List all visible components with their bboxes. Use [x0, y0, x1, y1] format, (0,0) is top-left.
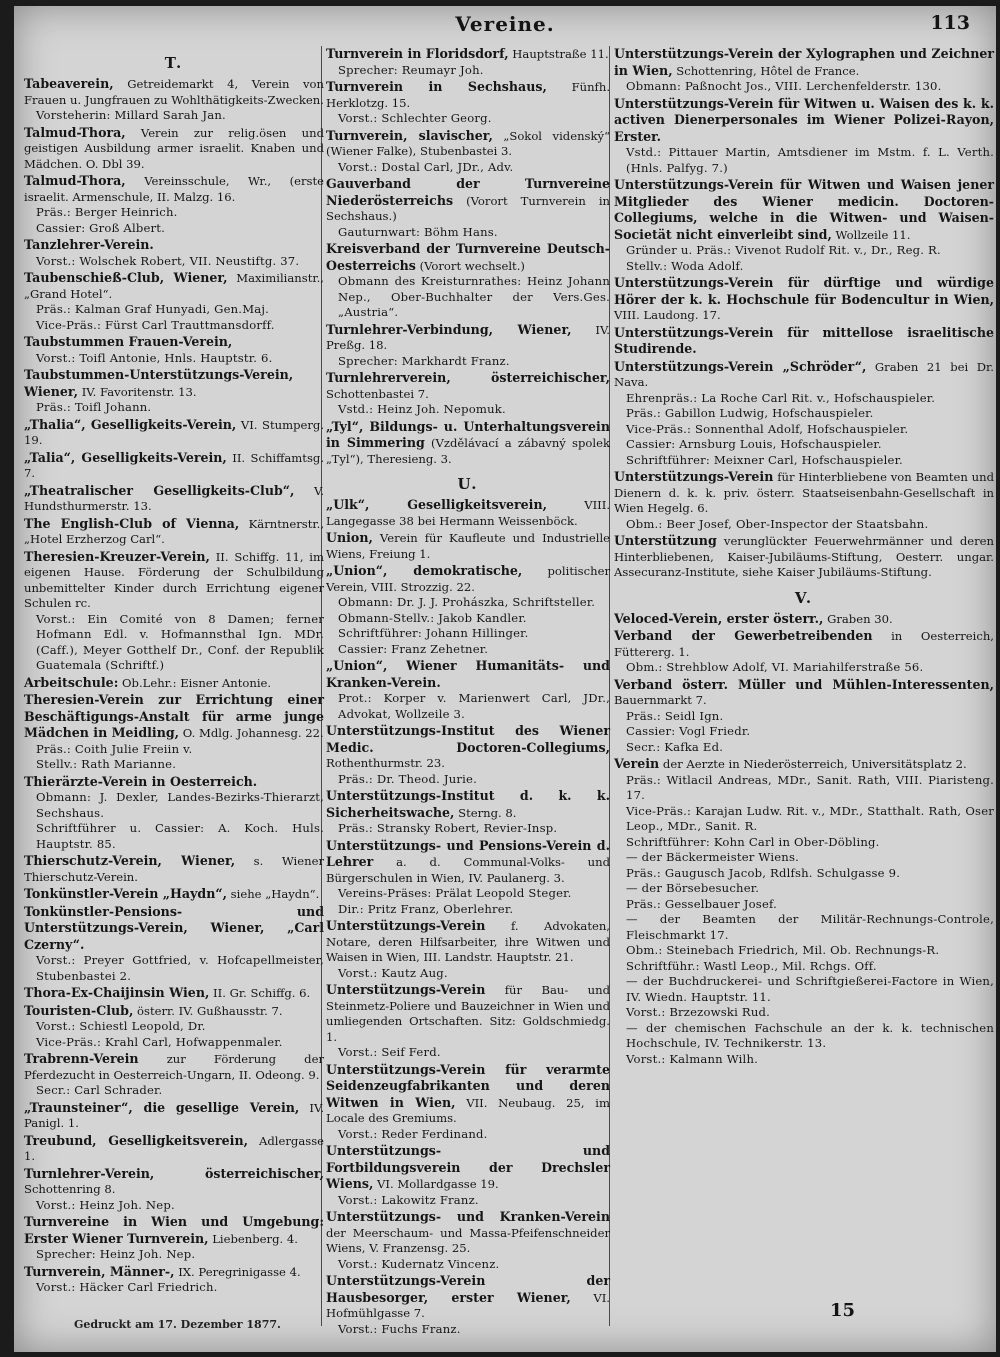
directory-entry — [326, 838, 610, 918]
entry-description: f. Advokaten, Notare, deren Hilfsarbeiter, ihre Witwen und Waisen in Wien, III. Landstr. Hauptstr. 21. — [326, 919, 610, 964]
entry-name: „Thalia“, Geselligkeits-Verein, — [24, 416, 237, 432]
entry-description: Verein für Kaufleute und Industrielle Wiens, Freiung 1. — [326, 531, 611, 561]
entry-officer: Vorst.: Preyer Gottfried, v. Hofcapellmeister, Stubenbastei 2. — [36, 953, 324, 983]
directory-entry — [326, 723, 610, 787]
entry-name: The English-Club of Vienna, — [24, 515, 240, 531]
entry-description: a. d. Communal-Volks- und Bürgerschulen in Wien, IV. Paulanerg. 3. — [326, 855, 610, 885]
section-letter: U. — [457, 475, 479, 493]
entry-description: Kärntnerstr., „Hotel Erzherzog Carl“. — [24, 516, 324, 546]
directory-entry — [24, 1166, 324, 1214]
entry-officer: Vorst.: Kudernatz Vincenz. — [338, 1256, 500, 1271]
entry-name: Unterstützungs- und Fortbildungsverein der Drechsler Wiens, — [326, 1143, 610, 1191]
entry-name: Turnvereine in Wien und Umgebung: Erster Wiener Turnverein, — [24, 1214, 324, 1246]
entry-description: O. Mdlg. Johannesg. 22. — [182, 726, 324, 740]
directory-entry — [24, 516, 324, 548]
entry-name: „Ulk“, Geselligkeitsverein, — [326, 497, 548, 512]
directory-entry — [24, 334, 324, 366]
directory-entry — [614, 46, 994, 95]
entry-name: „Theatralischer Geselligkeits-Club“, — [24, 482, 295, 498]
directory-entry — [614, 677, 994, 756]
entry-list — [24, 76, 324, 1296]
entry-description: Adlergasse 1. — [24, 1133, 324, 1163]
entry-officer: Ehrenpräs.: La Roche Carl Rit. v., Hofschauspieler. — [626, 390, 936, 405]
entry-officer: Vorst.: Brzezowski Rud. — [626, 1005, 771, 1019]
directory-entry — [326, 176, 610, 240]
entry-officer: — der Bäckermeister Wiens. — [626, 850, 799, 864]
entry-name: Unterstützungs- und Pensions-Verein d. Lehrer — [326, 837, 610, 869]
directory-entry — [24, 237, 324, 269]
entry-officer: Sprecher: Markhardt Franz. — [338, 353, 510, 368]
entry-officer: Schriftführ.: Wastl Leop., Mil. Rchgs. Off. — [626, 958, 877, 973]
entry-description: zur Förderung der Pferdezucht in Oesterreich-Ungarn, II. Odeong. 9. — [24, 1052, 324, 1082]
entry-name: Union, — [326, 530, 373, 545]
directory-entry — [326, 788, 610, 837]
entry-description: politischer Verein, VIII. Strozzig. 22. — [326, 564, 610, 594]
entry-name: Turnlehrerverein, österreichischer, — [326, 370, 610, 385]
directory-entry — [326, 241, 610, 321]
directory-entry — [24, 774, 324, 853]
entry-name: Verband österr. Müller und Mühlen-Interessenten, — [614, 676, 994, 692]
directory-entry — [614, 177, 994, 274]
entry-description: Wollzeile 11. — [835, 227, 911, 242]
entry-description: V. Hundsthurmerstr. 13. — [24, 483, 324, 513]
entry-description: s. Wiener Thierschutz-Verein. — [24, 854, 324, 884]
entry-name: Talmud-Thora, — [24, 173, 126, 188]
entry-officer: Vstd.: Pittauer Martin, Amtsdiener im Mstm. f. L. Verth. (Hnls. Palfyg. 7.) — [626, 145, 994, 175]
entry-name: Unterstützungs-Verein für Witwen und Waisen jener Mitglieder des Wiener medicin. Doctoren-Collegiums, welche in die Witwen- und Waisen-Societät nicht einverleibt sind, — [614, 177, 994, 242]
entry-officer: — der Buchdruckerei- und Schriftgießerei-Factore in Wien, IV. Wiedn. Hauptstr. 11. — [626, 974, 994, 1004]
page-title: Vereine. — [455, 12, 555, 36]
entry-description: „Sokol videnský“ (Wiener Falke), Stubenbastei 3. — [326, 128, 610, 158]
entry-description: VI. Hofmühlgasse 7. — [326, 1290, 610, 1320]
entry-description: Hauptstraße 11. — [512, 47, 609, 61]
entry-description: der Aerzte in Niederösterreich, Universitätsplatz 2. — [662, 757, 967, 771]
entry-description: Graben 21 bei Dr. Nava. — [614, 359, 994, 389]
entry-description: Ob.Lehr.: Eisner Antonie. — [122, 675, 272, 690]
entry-officer: Vice-Präs.: Krahl Carl, Hofwappenmaler. — [36, 1034, 283, 1049]
entry-name: Verband der Gewerbetreibenden — [614, 628, 873, 643]
entry-description: Fünfh. Herklotzg. 15. — [326, 80, 610, 110]
directory-entry — [326, 1273, 610, 1337]
entry-officer: — der Börsebesucher. — [626, 881, 760, 895]
directory-entry — [614, 756, 994, 1067]
entry-officer: Vereins-Präses: Prälat Leopold Steger. — [338, 886, 572, 900]
entry-name: Theresien-Kreuzer-Verein, — [24, 548, 210, 564]
entry-officer: Vorst.: Kautz Aug. — [338, 965, 448, 980]
entry-officer: Schriftführer: Meixner Carl, Hofschauspieler. — [626, 452, 903, 467]
entry-description: VII. Neubaug. 25, im Locale des Gremiums. — [326, 1095, 610, 1125]
entry-name: Taubstummen-Unterstützungs-Verein, Wiener, — [24, 367, 294, 399]
directory-entry — [24, 904, 324, 985]
entry-name: Unterstützungs-Verein für mittellose israelitische Studirende. — [614, 324, 994, 356]
entry-name: Arbeitschule: — [24, 674, 119, 690]
directory-entry — [326, 563, 610, 657]
directory-entry — [326, 370, 610, 418]
entry-description: (Vorort wechselt.) — [419, 258, 525, 273]
directory-entry — [614, 96, 994, 177]
entry-description: IV. Panigl. 1. — [24, 1100, 325, 1130]
entry-officer: Vice-Präs.: Sonnenthal Adolf, Hofschauspieler. — [626, 421, 909, 436]
directory-entry — [326, 1209, 610, 1272]
entry-name: Turnverein, Männer-, — [24, 1263, 175, 1279]
entry-description: IV. Preßg. 18. — [326, 322, 610, 352]
entry-description: Schottenring, Hôtel de France. — [676, 63, 860, 78]
directory-entry — [24, 886, 324, 903]
directory-entry — [614, 611, 994, 628]
entry-officer: Sprecher: Reumayr Joh. — [338, 62, 484, 77]
entry-name: Thierschutz-Verein, Wiener, — [24, 853, 236, 868]
entry-officer: Vorst.: Schlechter Georg. — [338, 111, 492, 125]
directory-entry — [614, 469, 994, 532]
entry-officer: Cassier: Arnsburg Louis, Hofschauspieler. — [626, 437, 882, 451]
entry-description: Schottenring 8. — [24, 1182, 116, 1196]
entry-list — [326, 497, 610, 1337]
entry-description: VIII. Langegasse 38 bei Hermann Weissenböck. — [326, 498, 611, 528]
entry-officer: Präs.: Gabillon Ludwig, Hofschauspieler. — [626, 406, 874, 420]
entry-officer: Obmann-Stellv.: Jakob Kandler. — [338, 610, 527, 625]
entry-officer: Cassier: Groß Albert. — [36, 220, 166, 235]
directory-entry — [24, 483, 324, 515]
entry-officer: Präs.: Dr. Theod. Jurie. — [338, 771, 477, 786]
entry-description: österr. IV. Gußhausstr. 7. — [137, 1003, 283, 1018]
directory-entry — [326, 419, 610, 468]
entry-officer: Vorst.: Seif Ferd. — [338, 1045, 441, 1059]
entry-officer: Vorst.: Schiestl Leopold, Dr. — [36, 1019, 206, 1033]
entry-officer: Präs.: Kalman Graf Hunyadi, Gen.Maj. — [36, 302, 270, 316]
directory-entry — [614, 628, 994, 676]
entry-officer: Sprecher: Heinz Joh. Nep. — [36, 1247, 196, 1261]
entry-name: Turnlehrer-Verein, österreichischer, — [24, 1165, 324, 1181]
entry-officer: Vorst.: Ein Comité von 8 Damen; ferner Hofmann Edl. v. Hofmannsthal Ign. MDr. (Caff.), Meyer Gotthelf Dr., Conf. der Republik Guatemala (Schriftf.) — [36, 611, 324, 672]
entry-name: Turnlehrer-Verbindung, Wiener, — [326, 321, 572, 337]
entry-name: Turnverein in Floridsdorf, — [326, 46, 509, 61]
entry-officer: Präs.: Seidl Ign. — [626, 708, 724, 723]
entry-description: Getreidemarkt 4, Verein von Frauen u. Jungfrauen zu Wohlthätigkeits-Zwecken. — [24, 77, 325, 107]
directory-entry — [24, 1264, 324, 1296]
entry-description: (Vorort Turnverein in Sechshaus.) — [326, 193, 611, 223]
entry-officer: Vice-Präs.: Fürst Carl Trauttmansdorff. — [36, 317, 275, 332]
entry-description: Sterng. 8. — [458, 805, 517, 820]
page-header — [14, 6, 996, 40]
entry-officer: Präs.: Gesselbauer Josef. — [626, 896, 777, 911]
directory-entry — [24, 125, 324, 173]
entry-officer: Stellv.: Woda Adolf. — [626, 258, 744, 273]
directory-entry — [24, 1133, 324, 1165]
directory-entry — [24, 985, 324, 1002]
entry-name: Gauverband der Turnvereine Niederösterreichs — [326, 176, 610, 208]
directory-entry — [614, 533, 994, 581]
entry-name: Unterstützungs-Verein für verarmte Seidenzeugfabrikanten und deren Witwen in Wien, — [326, 1061, 610, 1110]
entry-name: „Union“, Wiener Humanitäts- und Kranken-Verein. — [326, 658, 610, 690]
entry-name: Touristen-Club, — [24, 1002, 134, 1018]
directory-entry — [326, 530, 610, 562]
directory-entry — [326, 918, 610, 981]
entry-name: Unterstützungs-Verein der Hausbesorger, erster Wiener, — [326, 1273, 610, 1305]
entry-officer: Gründer u. Präs.: Vivenot Rudolf Rit. v., Dr., Reg. R. — [626, 243, 941, 257]
section-letter: V. — [794, 588, 814, 607]
entry-description: Rothenthurmstr. 23. — [326, 756, 445, 770]
entry-list — [326, 46, 610, 467]
directory-entry — [326, 1143, 610, 1208]
entry-name: Turnverein in Sechshaus, — [326, 79, 547, 94]
directory-entry — [24, 1214, 324, 1263]
directory-entry — [326, 79, 610, 127]
entry-description: verunglückter Feuerwehrmänner und deren Hinterbliebenen, Kaiser-Jubiläums-Stiftung, Oesterr. ungar. Assecuranz-Institute, siehe Kaiser Jubiläums-Stiftung. — [614, 534, 994, 579]
entry-name: Trabrenn-Verein — [24, 1051, 139, 1066]
entry-name: Tonkünstler-Verein „Haydn“, — [24, 886, 227, 901]
entry-officer: Vorst.: Kalmann Wilh. — [626, 1051, 759, 1066]
entry-name: Tabeaverein, — [24, 76, 114, 91]
entry-description: Bauernmarkt 7. — [614, 693, 707, 707]
entry-officer: Obmann: J. Dexler, Landes-Bezirks-Thierarzt, Sechshaus. — [36, 790, 324, 820]
entry-name: Unterstützungs-Verein der Xylographen und Zeichner in Wien, — [614, 46, 994, 78]
column-left — [24, 46, 325, 1294]
entry-officer: — der Beamten der Militär-Rechnungs-Controle, Fleischmarkt 17. — [626, 912, 994, 942]
directory-entry — [614, 325, 994, 358]
entry-description: VIII. Laudong. 17. — [614, 308, 721, 322]
directory-entry — [24, 450, 324, 482]
entry-officer: Vstd.: Heinz Joh. Nepomuk. — [338, 402, 506, 416]
directory-entry — [326, 497, 610, 529]
directory-entry — [24, 692, 324, 773]
entry-officer: Cassier: Franz Zehetner. — [338, 641, 489, 656]
entry-description: siehe „Haydn“. — [230, 887, 320, 901]
directory-entry — [24, 675, 324, 692]
entry-description: in Oesterreich, Füttererg. 1. — [614, 629, 994, 659]
entry-officer: Vorst.: Reder Ferdinand. — [338, 1126, 488, 1141]
entry-name: Unterstützungs-Verein „Schröder“, — [614, 358, 867, 374]
entry-name: Unterstützungs-Verein für Witwen u. Waisen des k. k. activen Dienerpersonales im Wiener Polizei-Rayon, Erster. — [614, 95, 994, 144]
entry-officer: Präs.: Berger Heinrich. — [36, 205, 178, 219]
entry-officer: Vice-Präs.: Karajan Ludw. Rit. v., MDr., Statthalt. Rath, Oser Leop., MDr., Sanit. R. — [626, 803, 994, 833]
directory-entry — [614, 275, 994, 324]
entry-officer: Obm.: Steinebach Friedrich, Mil. Ob. Rechnungs-R. — [626, 943, 940, 957]
entry-officer: Vorst.: Lakowitz Franz. — [338, 1192, 479, 1207]
directory-entry — [614, 359, 994, 469]
page-number: 113 — [930, 12, 970, 34]
entry-name: Veloced-Verein, erster österr., — [614, 610, 824, 626]
directory-entry — [24, 76, 324, 124]
entry-officer: Schriftführer: Kohn Carl in Ober-Döbling. — [626, 834, 880, 849]
entry-description: Schottenbastei 7. — [326, 386, 429, 401]
entry-description: Verein zur relig.ösen und geistigen Ausbildung armer israelit. Knaben und Mädchen. O. Dbl 39. — [24, 125, 324, 171]
entry-name: Unterstützungs-Verein — [326, 918, 486, 933]
entry-description: Liebenberg. 4. — [212, 1231, 298, 1246]
entry-list — [614, 611, 994, 1068]
entry-description: Maximilianstr., „Grand Hotel“. — [24, 271, 324, 301]
entry-name: Thierärzte-Verein in Oesterreich. — [24, 773, 258, 789]
entry-officer: Vorst.: Fuchs Franz. — [338, 1321, 461, 1336]
print-date: Gedruckt am 17. Dezember 1877. — [74, 1318, 281, 1331]
entry-officer: Secr.: Kafka Ed. — [626, 739, 724, 754]
entry-officer: Gauturnwart: Böhm Hans. — [338, 224, 498, 239]
entry-name: „Traunsteiner“, die gesellige Verein, — [24, 1099, 300, 1115]
entry-officer: Obmann des Kreisturnrathes: Heinz Johann Nep., Ober-Buchhalter der Vers.Ges. „Austria“. — [338, 274, 610, 319]
entry-name: Unterstützungs-Institut des Wiener Medic. Doctoren-Collegiums, — [326, 723, 610, 755]
entry-description: VI. Stumperg. 19. — [24, 417, 324, 447]
entry-officer: Secr.: Carl Schrader. — [36, 1083, 163, 1097]
entry-description: für Bau- und Steinmetz-Poliere und Bauzeichner in Wien und umliegenden Ortschaften. Sitz: Goldschmiedg. 1. — [326, 983, 611, 1044]
directory-entry — [326, 322, 610, 370]
directory-entry — [326, 1062, 610, 1143]
entry-officer: Obm.: Strehblow Adolf, VI. Mariahilferstraße 56. — [626, 660, 924, 674]
directory-entry — [24, 1100, 324, 1132]
entry-description: der Meerschaum- und Massa-Pfeifenschneider Wiens, V. Franzensg. 25. — [326, 1225, 610, 1255]
entry-officer: Präs.: Coith Julie Freiin v. — [36, 741, 193, 756]
entry-name: Tonkünstler-Pensions- und Unterstützungs-Verein, Wiener, „Carl Czerny“. — [24, 903, 324, 952]
entry-officer: Vorst.: Toifl Antonie, Hnls. Hauptstr. 6. — [36, 350, 273, 365]
entry-description: (Vzdělávací a zábavný spolek „Tyl“), Theresieng. 3. — [326, 436, 610, 466]
entry-name: Unterstützungs-Verein — [614, 469, 774, 484]
directory-entry — [24, 549, 324, 674]
entry-officer: Cassier: Vogl Friedr. — [626, 724, 751, 738]
entry-description: II. Schiffg. 11, im eigenen Hause. Förderung der Schulbildung unbemittelter Kinder durch Errichtung eigener Schulen rc. — [24, 549, 325, 610]
entry-list — [614, 46, 994, 581]
entry-name: Kreisverband der Turnvereine Deutsch-Oesterreichs — [326, 241, 610, 273]
document-page — [14, 6, 996, 1352]
entry-name: Taubstummen Frauen-Verein, — [24, 334, 233, 349]
entry-officer: Vorst.: Wolschek Robert, VII. Neustiftg. 37. — [36, 253, 300, 268]
entry-name: Thora-Ex-Chaijinsin Wien, — [24, 985, 210, 1000]
column-right — [614, 46, 994, 1286]
directory-entry — [24, 270, 324, 333]
entry-name: Unterstützung — [614, 533, 717, 548]
entry-officer: Präs.: Toifl Johann. — [36, 400, 152, 414]
entry-officer: Präs.: Witlacil Andreas, MDr., Sanit. Rath, VIII. Piaristeng. 17. — [626, 772, 994, 802]
signature-mark: 15 — [830, 1300, 856, 1321]
entry-officer: Schriftführer: Johann Hillinger. — [338, 626, 529, 640]
entry-officer: Präs.: Stransky Robert, Revier-Insp. — [338, 821, 558, 835]
entry-officer: Dir.: Pritz Franz, Oberlehrer. — [338, 901, 514, 916]
entry-description: Graben 30. — [827, 611, 893, 626]
entry-name: „Talia“, Geselligkeits-Verein, — [24, 449, 227, 465]
directory-entry — [24, 1003, 324, 1051]
entry-officer: Vorsteherin: Millard Sarah Jan. — [36, 108, 226, 122]
entry-officer: Prot.: Korper v. Marienwert Carl, JDr., Advokat, Wollzeile 3. — [338, 691, 610, 721]
entry-description: II. Schiffamtsg. 7. — [24, 450, 324, 480]
entry-officer: Vorst.: Heinz Joh. Nep. — [36, 1197, 175, 1212]
entry-name: Talmud-Thora, — [24, 124, 126, 140]
directory-entry — [24, 1051, 324, 1099]
column-middle — [326, 46, 611, 1336]
entry-name: Tanzlehrer-Verein. — [24, 237, 154, 252]
entry-name: Unterstützungs- und Kranken-Verein — [326, 1209, 610, 1224]
entry-officer: Vorst.: Dostal Carl, JDr., Adv. — [338, 159, 514, 174]
entry-name: Treubund, Geselligkeitsverein, — [24, 1132, 249, 1148]
entry-name: „Tyl“, Bildungs- u. Unterhaltungsverein in Simmering — [326, 418, 610, 450]
entry-name: Taubenschieß-Club, Wiener, — [24, 270, 228, 285]
entry-description: II. Gr. Schiffg. 6. — [213, 986, 311, 1000]
entry-officer: Stellv.: Rath Marianne. — [36, 757, 177, 771]
entry-description: für Hinterbliebene von Beamten und Dienern d. k. k. priv. österr. Staatseisenbahn-Gesellschaft in Wien Hegelg. 6. — [614, 470, 994, 515]
section-letter: T. — [164, 54, 184, 72]
directory-entry — [326, 46, 610, 78]
directory-entry — [326, 658, 610, 722]
entry-description: Vereinsschule, Wr., (erste israelit. Armenschule, II. Malzg. 16. — [24, 174, 324, 204]
entry-name: Unterstützungs-Verein — [326, 982, 486, 997]
directory-entry — [24, 173, 324, 236]
entry-description: IV. Favoritenstr. 13. — [81, 384, 197, 399]
directory-entry — [326, 982, 610, 1061]
entry-officer: Obmann: Dr. J. J. Prohászka, Schriftsteller. — [338, 595, 596, 609]
entry-officer: Präs.: Gaugusch Jacob, Rdlfsh. Schulgasse 9. — [626, 865, 901, 880]
directory-entry — [24, 417, 324, 449]
entry-description: IX. Peregrinigasse 4. — [178, 1264, 301, 1279]
entry-name: Unterstützungs-Institut d. k. k. Sicherheitswache, — [326, 788, 610, 820]
entry-officer: Schriftführer u. Cassier: A. Koch. Huls. Hauptstr. 85. — [36, 821, 324, 851]
entry-name: Theresien-Verein zur Errichtung einer Beschäftigungs-Anstalt für arme junge Mädchen in Meidling, — [24, 692, 324, 740]
directory-entry — [326, 128, 610, 176]
entry-officer: Vorst.: Häcker Carl Friedrich. — [36, 1280, 218, 1294]
entry-name: Turnverein, slavischer, — [326, 127, 493, 143]
entry-description: VI. Mollardgasse 19. — [377, 1177, 499, 1191]
directory-entry — [24, 853, 324, 885]
entry-officer: Obm.: Beer Josef, Ober-Inspector der Staatsbahn. — [626, 516, 929, 531]
entry-officer: Obmann: Paßnocht Jos., VIII. Lerchenfelderstr. 130. — [626, 79, 942, 93]
entry-officer: — der chemischen Fachschule an der k. k. technischen Hochschule, IV. Technikerstr. 13. — [626, 1020, 994, 1050]
entry-name: Unterstützungs-Verein für dürftige und würdige Hörer der k. k. Hochschule für Bodencultur in Wien, — [614, 275, 994, 307]
directory-entry — [24, 367, 324, 416]
entry-name: „Union“, demokratische, — [326, 563, 523, 578]
entry-name: Verein — [614, 756, 660, 771]
